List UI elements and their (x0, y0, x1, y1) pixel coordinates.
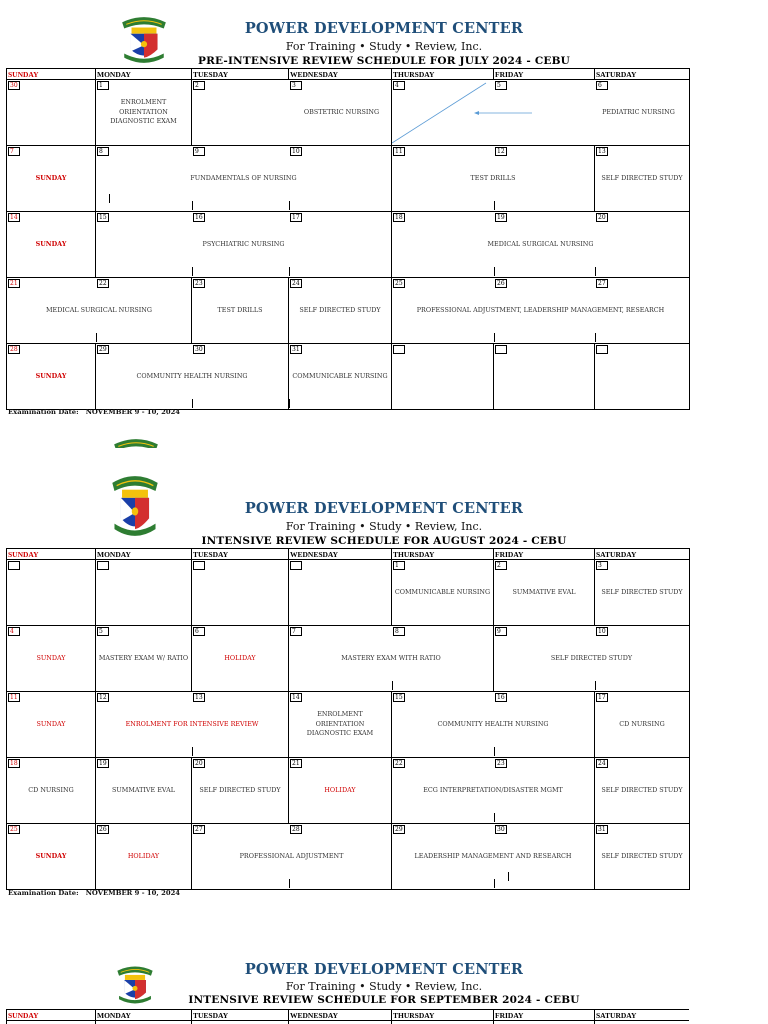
date-number: 1 (393, 561, 405, 570)
date-number: 14 (8, 213, 20, 222)
event-label: SUMMATIVE EVAL (112, 785, 175, 794)
day-cell (7, 692, 96, 758)
day-thursday: THURSDAY (392, 549, 494, 560)
day-cell (7, 80, 96, 146)
day-saturday: SATURDAY (595, 549, 690, 560)
calendar-august (6, 548, 689, 890)
event-label: ENROLMENT ORIENTATION DIAGNOSTIC EXAM (110, 98, 177, 126)
date-number: 17 (596, 693, 608, 702)
event-label: SUNDAY (35, 173, 67, 182)
event-label: TEST DRILLS (470, 173, 516, 182)
day-cell (7, 1021, 96, 1024)
date-number: 11 (8, 693, 20, 702)
day-cell (289, 1021, 392, 1024)
week-row (7, 212, 690, 278)
event-label: SELF DIRECTED STUDY (601, 173, 683, 182)
org-header (0, 20, 768, 67)
date-number: 18 (8, 759, 20, 768)
date-number: 16 (495, 693, 507, 702)
event-label: SUNDAY (35, 851, 67, 860)
date-number (596, 345, 608, 354)
day-cell (595, 560, 690, 626)
date-number: 30 (8, 81, 20, 90)
day-cell (96, 80, 192, 146)
date-number: 9 (193, 147, 205, 156)
exam-label: Examination Date: (8, 889, 79, 897)
day-cell (289, 758, 392, 824)
date-number: 23 (495, 759, 507, 768)
date-number: 20 (193, 759, 205, 768)
tick-mark (595, 333, 596, 342)
date-number: 10 (290, 147, 302, 156)
event-label: PROFESSIONAL ADJUSTMENT, LEADERSHIP MANAGEMENT, RESEARCH (416, 305, 665, 314)
date-number (290, 561, 302, 570)
tick-mark (494, 813, 495, 822)
date-number: 26 (97, 825, 109, 834)
date-number: 26 (495, 279, 507, 288)
tick-mark (192, 399, 193, 408)
day-cell (392, 1021, 494, 1024)
date-number: 28 (290, 825, 302, 834)
day-cell (96, 344, 289, 410)
day-cell (289, 344, 392, 410)
day-cell (192, 278, 289, 344)
event-label: OBSTETRIC NURSING (303, 107, 380, 116)
date-number: 12 (97, 693, 109, 702)
day-cell (595, 146, 690, 212)
tick-mark (289, 879, 290, 888)
exam-date (8, 408, 180, 416)
event-label: COMMUNITY HEALTH NURSING (437, 719, 549, 728)
tick-mark (494, 747, 495, 756)
date-number: 3 (596, 561, 608, 570)
day-wednesday: WEDNESDAY (289, 549, 392, 560)
event-label: SELF DIRECTED STUDY (550, 653, 633, 662)
week-row (7, 80, 690, 146)
date-number: 11 (393, 147, 405, 156)
day-sunday: SUNDAY (7, 549, 96, 560)
event-label: MASTERY EXAM W/ RATIO (98, 653, 189, 662)
exam-value: NOVEMBER 9 - 10, 2024 (85, 889, 181, 897)
event-label: ENROLMENT FOR INTENSIVE REVIEW (125, 719, 259, 728)
day-cell (595, 344, 690, 410)
day-cell (7, 824, 96, 890)
date-number: 4 (8, 627, 20, 636)
tick-mark (494, 879, 495, 888)
event-label: PROFESSIONAL ADJUSTMENT (239, 851, 344, 860)
tagline: For Training • Study • Review, Inc. (285, 520, 483, 533)
date-number: 17 (290, 213, 302, 222)
event-label: PSYCHIATRIC NURSING (202, 239, 285, 248)
day-monday: MONDAY (96, 549, 192, 560)
date-number: 29 (393, 825, 405, 834)
date-number: 2 (193, 81, 205, 90)
day-cell (96, 212, 392, 278)
day-friday: FRIDAY (494, 549, 595, 560)
day-cell (494, 344, 595, 410)
date-number: 10 (596, 627, 608, 636)
org-name: POWER DEVELOPMENT CENTER (244, 961, 524, 978)
day-cell (494, 560, 595, 626)
event-label: CD NURSING (619, 719, 665, 728)
date-number: 30 (495, 825, 507, 834)
tick-mark (192, 267, 193, 276)
event-label: FUNDAMENTALS OF NURSING (190, 173, 297, 182)
day-thursday: THURSDAY (392, 69, 494, 80)
date-number: 6 (596, 81, 608, 90)
day-cell (192, 1021, 289, 1024)
date-number: 15 (97, 213, 109, 222)
day-cell (7, 344, 96, 410)
day-cell (192, 80, 392, 146)
tick-mark (595, 267, 596, 276)
day-cell (392, 146, 595, 212)
org-header (0, 500, 768, 547)
day-cell (595, 758, 690, 824)
date-number: 31 (290, 345, 302, 354)
tick-mark (595, 681, 596, 690)
date-number: 8 (393, 627, 405, 636)
event-label: COMMUNICABLE NURSING (394, 587, 491, 596)
schedule-title-september: INTENSIVE REVIEW SCHEDULE FOR SEPTEMBER 2024 - CEBU (188, 994, 580, 1006)
day-friday: FRIDAY (494, 1010, 595, 1021)
date-number: 8 (97, 147, 109, 156)
day-cell (595, 1021, 690, 1024)
org-name: POWER DEVELOPMENT CENTER (244, 20, 524, 37)
event-label: TEST DRILLS (217, 305, 263, 314)
day-wednesday: WEDNESDAY (289, 1010, 392, 1021)
day-sunday: SUNDAY (7, 69, 96, 80)
date-number: 22 (393, 759, 405, 768)
day-cell (595, 692, 690, 758)
event-label: SUNDAY (36, 653, 66, 662)
date-number: 13 (596, 147, 608, 156)
tick-mark (192, 747, 193, 756)
schedule-title-july: PRE-INTENSIVE REVIEW SCHEDULE FOR JULY 2024 - CEBU (197, 55, 571, 67)
day-cell (392, 758, 595, 824)
day-cell (192, 824, 392, 890)
date-number: 15 (393, 693, 405, 702)
date-number: 5 (97, 627, 109, 636)
org-header (0, 961, 768, 1006)
date-number: 4 (393, 81, 405, 90)
date-number: 21 (8, 279, 20, 288)
date-number: 9 (495, 627, 507, 636)
date-number: 31 (596, 825, 608, 834)
date-number: 24 (596, 759, 608, 768)
event-label: SUMMATIVE EVAL (512, 587, 576, 596)
date-number: 22 (97, 279, 109, 288)
date-number: 6 (193, 627, 205, 636)
event-label: HOLIDAY (324, 785, 356, 794)
date-number: 27 (193, 825, 205, 834)
tagline: For Training • Study • Review, Inc. (285, 980, 483, 993)
day-cell (7, 758, 96, 824)
day-tuesday: TUESDAY (192, 69, 289, 80)
day-cell (289, 278, 392, 344)
date-number: 19 (97, 759, 109, 768)
day-wednesday: WEDNESDAY (289, 69, 392, 80)
week-row (7, 692, 690, 758)
day-cell (96, 758, 192, 824)
exam-label: Examination Date: (8, 408, 79, 416)
event-label: SELF DIRECTED STUDY (601, 851, 683, 860)
date-number: 2 (495, 561, 507, 570)
week-row (7, 824, 690, 890)
day-cell (192, 560, 289, 626)
event-label: SUNDAY (36, 719, 66, 728)
tick-mark (494, 267, 495, 276)
event-label: MEDICAL SURGICAL NURSING (487, 239, 594, 248)
day-saturday: SATURDAY (595, 1010, 690, 1021)
day-cell (392, 212, 690, 278)
event-label: COMMUNITY HEALTH NURSING (136, 371, 248, 380)
exam-date (8, 889, 180, 897)
date-number: 5 (495, 81, 507, 90)
event-label: PEDIATRIC NURSING (602, 107, 675, 116)
exam-value: NOVEMBER 9 - 10, 2024 (85, 408, 181, 416)
calendar-july (6, 68, 689, 410)
tagline: For Training • Study • Review, Inc. (285, 40, 483, 53)
date-number: 21 (290, 759, 302, 768)
day-cell (96, 824, 192, 890)
day-tuesday: TUESDAY (192, 549, 289, 560)
day-cell (289, 626, 494, 692)
day-friday: FRIDAY (494, 69, 595, 80)
event-label: MASTERY EXAM WITH RATIO (341, 653, 441, 662)
tick-mark (392, 681, 393, 690)
tick-mark (508, 872, 509, 881)
date-number: 25 (8, 825, 20, 834)
day-cell (96, 1021, 192, 1024)
week-row (7, 560, 690, 626)
day-cell (7, 146, 96, 212)
org-name: POWER DEVELOPMENT CENTER (244, 500, 524, 517)
day-cell (96, 560, 192, 626)
day-cell (289, 560, 392, 626)
event-label: MEDICAL SURGICAL NURSING (45, 305, 152, 314)
date-number: 3 (290, 81, 302, 90)
day-cell (96, 146, 392, 212)
date-number: 14 (290, 693, 302, 702)
date-number (495, 345, 507, 354)
event-label: SELF DIRECTED STUDY (299, 305, 381, 314)
day-tuesday: TUESDAY (192, 1010, 289, 1021)
tick-mark (289, 267, 290, 276)
day-cell (494, 626, 690, 692)
day-cell (7, 212, 96, 278)
calendar-september (6, 1009, 689, 1024)
day-cell (392, 560, 494, 626)
weekday-header (7, 69, 690, 80)
day-saturday: SATURDAY (595, 69, 690, 80)
day-cell (595, 824, 690, 890)
event-label: HOLIDAY (127, 851, 160, 860)
tick-mark (289, 399, 290, 408)
date-number: 30 (193, 345, 205, 354)
day-cell (392, 692, 595, 758)
event-label: ENROLMENT ORIENTATION DIAGNOSTIC EXAM (306, 710, 374, 738)
date-number: 1 (97, 81, 109, 90)
tick-mark (96, 333, 97, 342)
event-label: SELF DIRECTED STUDY (601, 785, 683, 794)
tick-mark (192, 201, 193, 210)
week-row (7, 278, 690, 344)
date-number: 18 (393, 213, 405, 222)
date-number: 12 (495, 147, 507, 156)
day-cell (392, 344, 494, 410)
date-number: 27 (596, 279, 608, 288)
date-number: 28 (8, 345, 20, 354)
date-number: 25 (393, 279, 405, 288)
weekday-header (7, 1010, 690, 1021)
date-number (97, 561, 109, 570)
day-cell (192, 626, 289, 692)
date-number: 20 (596, 213, 608, 222)
schedule-title-august: INTENSIVE REVIEW SCHEDULE FOR AUGUST 2024 - CEBU (201, 535, 567, 547)
tick-mark (494, 333, 495, 342)
day-cell (392, 824, 595, 890)
date-number: 13 (193, 693, 205, 702)
week-row (7, 626, 690, 692)
event-label: HOLIDAY (224, 653, 256, 662)
date-number: 7 (290, 627, 302, 636)
week-row (7, 1021, 690, 1024)
day-cell (7, 626, 96, 692)
week-row (7, 344, 690, 410)
day-sunday: SUNDAY (7, 1010, 96, 1021)
event-label: ECG INTERPRETATION/DISASTER MGMT (423, 785, 563, 794)
tick-mark (289, 201, 290, 210)
tick-mark (109, 194, 110, 203)
date-number (8, 561, 20, 570)
event-label: SELF DIRECTED STUDY (601, 587, 683, 596)
weekday-header (7, 549, 690, 560)
date-number (393, 345, 405, 354)
event-label: SELF DIRECTED STUDY (199, 785, 281, 794)
event-label: SUNDAY (35, 371, 67, 380)
event-label: LEADERSHIP MANAGEMENT AND RESEARCH (414, 851, 572, 860)
day-thursday: THURSDAY (392, 1010, 494, 1021)
center-logo-partial (110, 436, 162, 448)
day-monday: MONDAY (96, 1010, 192, 1021)
date-number: 23 (193, 279, 205, 288)
day-cell (7, 278, 192, 344)
date-number: 29 (97, 345, 109, 354)
date-number: 19 (495, 213, 507, 222)
date-number (193, 561, 205, 570)
event-label: COMMUNICABLE NURSING (292, 371, 388, 380)
day-cell (494, 1021, 595, 1024)
event-label: CD NURSING (28, 785, 74, 794)
day-cell (96, 692, 289, 758)
day-cell (7, 560, 96, 626)
week-row (7, 146, 690, 212)
date-number: 16 (193, 213, 205, 222)
date-number: 7 (8, 147, 20, 156)
day-cell (392, 80, 690, 146)
day-cell (392, 278, 690, 344)
tick-mark (494, 201, 495, 210)
date-number: 24 (290, 279, 302, 288)
event-label: SUNDAY (35, 239, 67, 248)
day-cell (96, 626, 192, 692)
week-row (7, 758, 690, 824)
day-monday: MONDAY (96, 69, 192, 80)
day-cell (192, 758, 289, 824)
day-cell (289, 692, 392, 758)
